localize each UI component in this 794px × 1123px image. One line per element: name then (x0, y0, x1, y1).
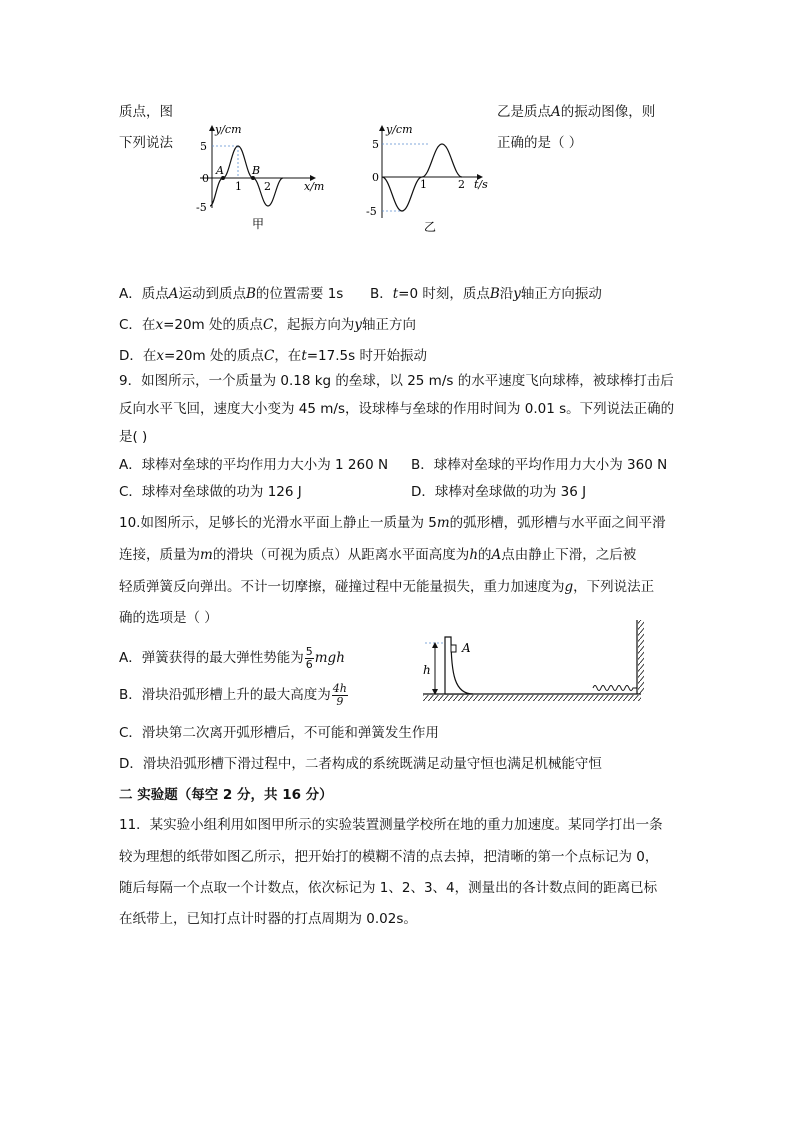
q9-option-b: B．球棒对垒球的平均作用力大小为 360 N (411, 457, 668, 473)
q8-optb-2: =0 时刻，质点 (398, 286, 490, 302)
q8-optc-1: C．在 (119, 317, 156, 333)
q10-option-d: D．滑块沿弧形槽下滑过程中，二者构成的系统既满足动量守恒也满足机械能守恒 (119, 756, 602, 772)
q11-line4: 在纸带上，已知打点计时器的打点周期为 0.02s。 (119, 911, 417, 927)
q10-line2 (119, 546, 636, 564)
q9-line3: 是( ) (119, 429, 148, 445)
jia-ylabel: y/cm (215, 123, 242, 136)
q8-optb-v1: t (392, 286, 399, 302)
q8-optb-1: B． (369, 286, 393, 302)
q8-opta-1: A．质点 (119, 286, 169, 302)
jia-tick2: 2 (264, 180, 271, 193)
q8-optb-3: 沿 (499, 286, 514, 302)
q10-optb-num: 4h (332, 681, 347, 695)
q8-opta-2: 运动到质点 (178, 286, 246, 302)
q8-optd-4: =17.5s 时开始振动 (306, 348, 427, 364)
jia-tick1: 1 (235, 180, 242, 193)
q10-l2v3: A (491, 547, 502, 563)
q8-option-a-b (119, 285, 602, 303)
q8-option-c (119, 316, 416, 334)
q10-slider (451, 645, 456, 652)
q10-line3 (119, 578, 654, 596)
q10-fig-a: A (462, 641, 471, 655)
q10-optb-frac (332, 683, 348, 708)
yi-ylabel: y/cm (386, 123, 413, 136)
q8-optd-v3: t (301, 348, 307, 364)
q8-optc-v2: C (263, 317, 274, 333)
graph-yi (362, 118, 502, 238)
yi-y-pos: 5 (372, 138, 379, 151)
q10-l2b: 的滑块（可视为质点）从距离水平面高度为 (212, 547, 470, 563)
q10-l2v2: h (469, 547, 479, 563)
q10-line4: 确的选项是（ ） (119, 610, 218, 626)
q10-option-c: C．滑块第二次离开弧形槽后，不可能和弹簧发生作用 (119, 725, 439, 741)
q10-l3a: 轻质弹簧反向弹出。不计一切摩擦，碰撞过程中无能量损失，重力加速度为 (119, 579, 565, 595)
jia-label-a: A (216, 164, 224, 177)
q10-opta-den: 6 (305, 657, 313, 671)
q8-intro-left2: 下列说法 (119, 135, 173, 151)
q10-option-b (119, 682, 349, 708)
q8-intro-right-a: 乙是质点 (497, 104, 551, 120)
q8-optb-4: 轴正方向振动 (520, 286, 602, 302)
q8-option-d (119, 347, 427, 365)
jia-y-pos: 5 (200, 140, 207, 153)
yi-tick2: 2 (458, 178, 465, 191)
q10-l1b: 的弧形槽，弧形槽与水平面之间平滑 (449, 515, 666, 531)
q10-l1a: 10.如图所示，足够长的光滑水平面上静止一质量为 5 (119, 515, 437, 531)
q8-optb-v3: y (513, 286, 521, 302)
jia-y-zero: 0 (202, 172, 209, 185)
q8-optc-v3: y (354, 317, 362, 333)
section-2-title: 二 实验题（每空 2 分，共 16 分） (119, 787, 333, 803)
q10-optb-den: 9 (336, 694, 344, 708)
yi-xlabel: t/s (474, 178, 488, 191)
q8-intro-left: 质点，图 (119, 104, 173, 120)
q9-option-d: D．球棒对垒球做的功为 36 J (411, 484, 587, 500)
jia-label-b: B (252, 164, 261, 177)
q10-option-a (119, 645, 345, 671)
q10-opta-tail: mgh (314, 650, 345, 666)
q10-optb-text: B．滑块沿弧形槽上升的最大高度为 (119, 687, 331, 703)
jia-caption: 甲 (252, 217, 265, 231)
q10-l3b: ，下列说法正 (573, 579, 655, 595)
yi-tick1: 1 (420, 178, 427, 191)
q10-opta-text: A．弹簧获得的最大弹性势能为 (119, 650, 304, 666)
jia-y-neg: -5 (196, 201, 207, 214)
q8-opta-v1: A (168, 286, 179, 302)
q10-opta-frac (305, 646, 314, 671)
q8-optb-v2: B (489, 286, 500, 302)
q10-opta-num: 5 (305, 644, 313, 658)
q10-line1 (119, 514, 666, 532)
graph-jia (190, 118, 340, 233)
q10-l2v: m (200, 547, 213, 563)
q8-intro-right-b: 的振动图像，则 (560, 104, 656, 120)
q10-l3v: g (564, 579, 574, 595)
q8-opta-3: 的位置需要 1s (255, 286, 344, 302)
q10-spring (593, 686, 637, 691)
q8-optd-1: D．在 (119, 348, 157, 364)
q8-optd-v2: C (263, 348, 275, 364)
q8-optd-v1: x (156, 348, 165, 364)
q9-line2: 反向水平飞回，速度大小变为 45 m/s，设球棒与垒球的作用时间为 0.01 s。下列说法正确的 (119, 401, 675, 417)
q8-optc-v1: x (155, 317, 164, 333)
q10-l2a: 连接，质量为 (119, 547, 200, 563)
q10-fig-h: h (423, 663, 431, 677)
yi-y-neg: -5 (366, 205, 377, 218)
q8-optc-2: =20m 处的质点 (163, 317, 263, 333)
q10-figure (415, 615, 655, 710)
q8-intro-right-var: A (551, 104, 561, 120)
q9-option-c: C．球棒对垒球做的功为 126 J (119, 484, 302, 500)
q9-line1: 9．如图所示，一个质量为 0.18 kg 的垒球，以 25 m/s 的水平速度飞向球棒，被球棒打击后 (119, 373, 674, 389)
yi-y-zero: 0 (372, 171, 379, 184)
q8-optc-3: ，起振方向为 (273, 317, 355, 333)
q11-line2: 较为理想的纸带如图乙所示，把开始打的模糊不清的点去掉，把清晰的第一个点标记为 0， (119, 849, 659, 865)
q8-opta-v2: B (246, 286, 256, 302)
q11-line1: 11．某实验小组利用如图甲所示的实验装置测量学校所在地的重力加速度。某同学打出一条 (119, 817, 663, 833)
q10-l1v: m (436, 515, 450, 531)
q10-l2c: 的 (478, 547, 492, 563)
jia-xlabel: x/m (304, 180, 325, 193)
q9-option-a: A．球棒对垒球的平均作用力大小为 1 260 N (119, 457, 389, 473)
q10-l2d: 点由静止下滑，之后被 (501, 547, 637, 563)
yi-caption: 乙 (424, 220, 437, 234)
q10-wall-hatch (638, 620, 644, 694)
q10-ground-hatch (423, 695, 641, 701)
q8-optd-3: ，在 (274, 348, 302, 364)
q8-optd-2: =20m 处的质点 (164, 348, 264, 364)
q11-line3: 随后每隔一个点取一个计数点，依次标记为 1、2、3、4，测量出的各计数点间的距离已标 (119, 880, 658, 896)
q8-intro-right (497, 103, 655, 121)
q8-intro-right2: 正确的是（ ） (497, 135, 583, 151)
q8-optc-4: 轴正方向 (361, 317, 416, 333)
